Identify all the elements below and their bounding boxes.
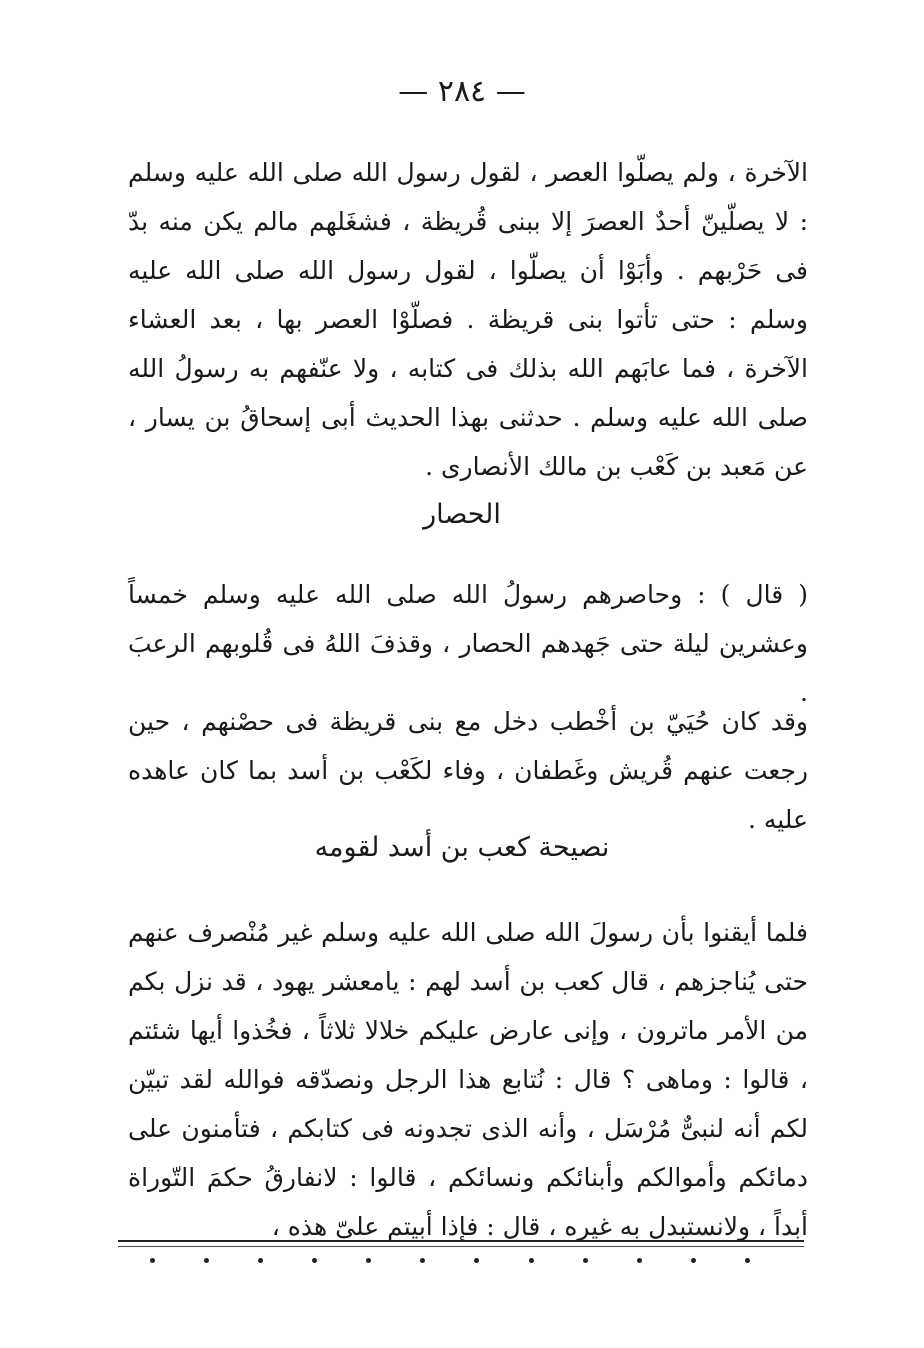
footer-dot <box>204 1258 209 1263</box>
paragraph-2: ( قال ) : وحاصرهم رسولُ الله صلى الله عليه وسلم خمساً وعشرين ليلة حتى جَهدهم الحصار ، وقذفَ اللهُ فى قُلوبهم الرعبَ . <box>128 580 808 707</box>
paragraph-3: وقد كان حُيَيّ بن أخْطب دخل مع بنى قريظة فى حصْنهم ، حين رجعت عنهم قُريش وغَطفان ، وفاء لكَعْب بن أسد بما كان عاهده عليه . <box>128 707 808 834</box>
paragraph-1: الآخرة ، ولم يصلّوا العصر ، لقول رسول الله صلى الله عليه وسلم : لا يصلّينّ أحدٌ العصرَ إلا ببنى قُريظة ، فشغَلهم مالم يكن منه بدّ فى حَرْبهم . وأبَوْا أن يصلّوا ، لقول رسول الله صلى الله عليه وسلم : حتى تأتوا بنى قريظة . فصلّوْا العصر بها ، بعد العشاء الآخرة ، فما عابَهم الله بذلك فى كتابه ، ولا عنّفهم به رسولُ الله صلى الله عليه وسلم . حدثنى بهذا الحديث أبى إسحاقُ بن يسار ، عن مَعبد بن كَعْب بن مالك الأنصارى . <box>128 158 808 481</box>
footer-dot <box>258 1258 263 1263</box>
footer-dots <box>150 1258 750 1263</box>
footer-rule-thin <box>118 1246 804 1247</box>
section-heading-siege: الحصار <box>423 499 501 530</box>
footer-dot <box>637 1258 642 1263</box>
footer-dot <box>474 1258 479 1263</box>
footer-dot <box>150 1258 155 1263</box>
footer-dot <box>529 1258 534 1263</box>
footer-dot <box>366 1258 371 1263</box>
footer-rule <box>118 1240 804 1242</box>
footer-dot <box>745 1258 750 1263</box>
page-number: — ٢٨٤ — <box>398 74 526 109</box>
footer-dot <box>583 1258 588 1263</box>
paragraph-4: فلما أيقنوا بأن رسولَ الله صلى الله عليه وسلم غير مُنْصرف عنهم حتى يُناجزهم ، قال كعب بن أسد لهم : يامعشر يهود ، قد نزل بكم من الأمر ماترون ، وإنى عارض عليكم خلالا ثلاثاً ، فخُذوا أيها شئتم ، قالوا : وماهى ؟ قال : نُتابع هذا الرجل ونصدّقه فوالله لقد تبيّن لكم أنه لنبىٌّ مُرْسَل ، وأنه الذى تجدونه فى كتابكم ، فتأمنون على دمائكم وأموالكم وأبنائكم ونسائكم ، قالوا : لانفارقُ حكمَ التّوراة أبداً ، ولانستبدل به غيره ، قال : فإذا أبيتم علىّ هذه ، <box>128 918 808 1241</box>
section-heading-advice: نصيحة كعب بن أسد لقومه <box>314 832 610 863</box>
footer-dot <box>420 1258 425 1263</box>
footer-dot <box>691 1258 696 1263</box>
footer-dot <box>312 1258 317 1263</box>
